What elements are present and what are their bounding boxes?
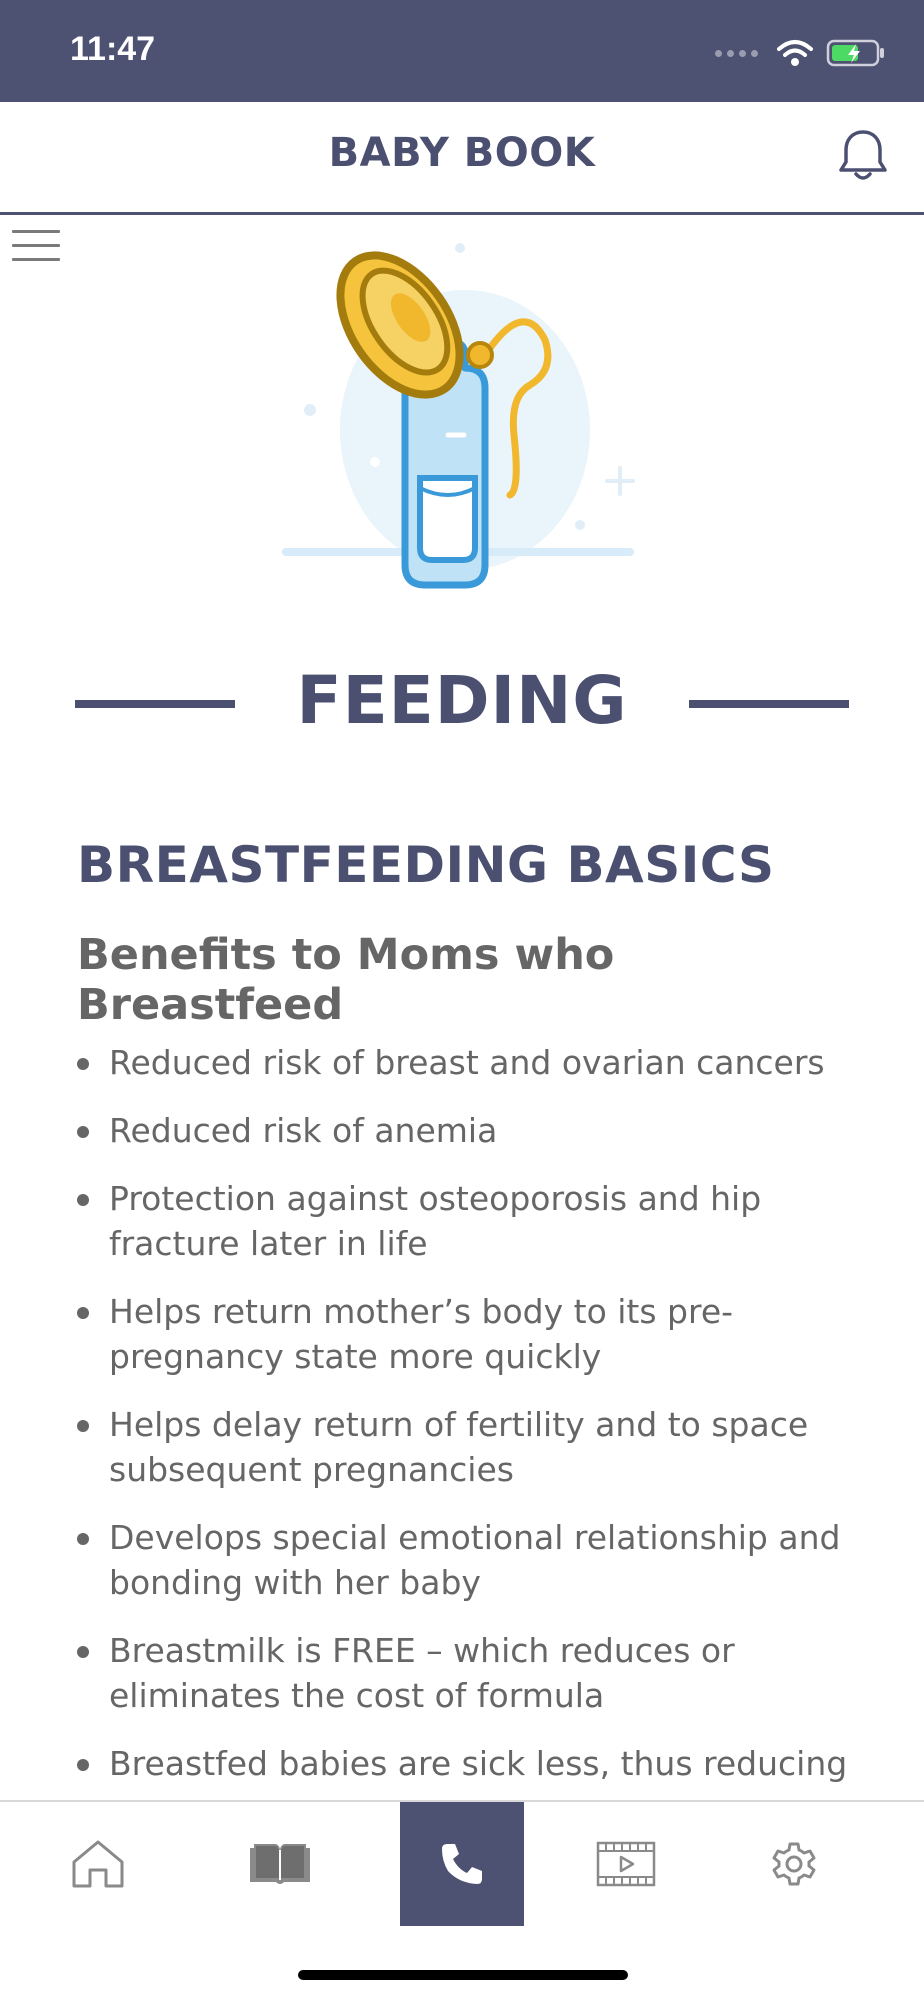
tab-book[interactable] — [218, 1802, 342, 1926]
tab-home[interactable] — [36, 1802, 160, 1926]
bell-icon[interactable] — [836, 126, 890, 186]
benefits-heading: Benefits to Moms who Breastfeed — [77, 930, 615, 1030]
list-item: Helps delay return of fertility and to space subsequent pregnancies — [77, 1402, 877, 1492]
book-icon — [246, 1840, 314, 1888]
battery-icon — [826, 38, 886, 68]
list-item: Helps return mother’s body to its pre-pregnancy state more quickly — [77, 1289, 877, 1379]
title-rule-right — [689, 700, 849, 708]
video-icon — [596, 1841, 656, 1887]
list-item: Breastmilk is FREE – which reduces or eliminates the cost of formula — [77, 1628, 877, 1718]
list-item: Breastfed babies are sick less, thus reducing — [77, 1741, 877, 1786]
list-item: Reduced risk of breast and ovarian cancers — [77, 1040, 877, 1085]
wifi-icon — [776, 39, 814, 67]
section-title-row — [75, 650, 849, 750]
status-icons — [715, 38, 886, 68]
menu-icon[interactable] — [12, 230, 60, 270]
list-item: Reduced risk of anemia — [77, 1108, 877, 1153]
list-item: Protection against osteoporosis and hip fracture later in life — [77, 1176, 877, 1266]
phone-icon — [439, 1841, 485, 1887]
status-time: 11:47 — [70, 30, 156, 68]
gear-icon — [770, 1840, 818, 1888]
tab-video[interactable] — [564, 1802, 688, 1926]
subheading: BREASTFEEDING BASICS — [77, 836, 775, 894]
tab-phone[interactable] — [400, 1802, 524, 1926]
list-item: Develops special emotional relationship and bonding with her baby — [77, 1515, 877, 1605]
home-icon — [70, 1838, 126, 1890]
app-title: BABY BOOK — [328, 130, 596, 176]
section-title: FEEDING — [296, 662, 628, 739]
app-header — [0, 102, 924, 215]
signal-icon — [715, 50, 758, 57]
home-indicator[interactable] — [298, 1970, 628, 1980]
tab-settings[interactable] — [732, 1802, 856, 1926]
benefits-list — [77, 1040, 877, 1809]
breast-pump-illustration — [280, 230, 650, 600]
status-bar — [0, 0, 924, 102]
